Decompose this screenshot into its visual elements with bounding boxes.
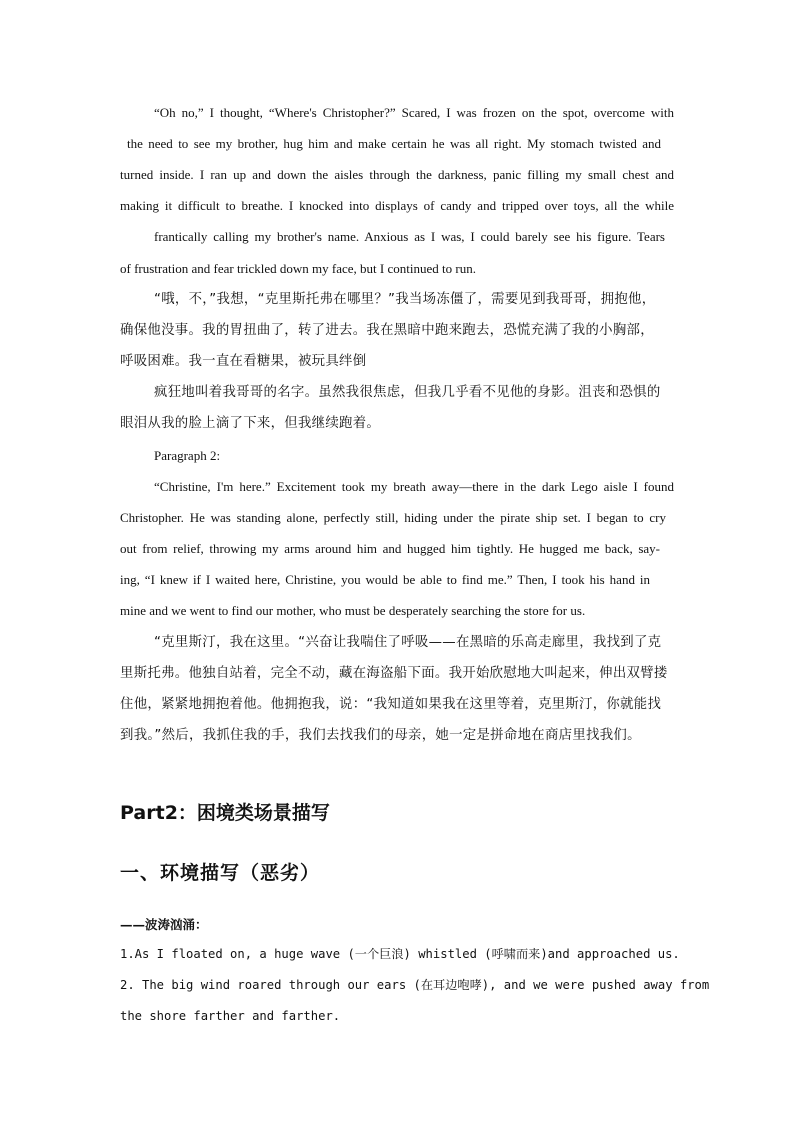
waves-subheading: ——波涛汹涌： [120,917,208,932]
paragraph-2-en-line: ing, “I knew if I waited here, Christine, you would be able to find me.” Then, I took his hand in [120,572,650,587]
paragraph-1-en-line: turned inside. I ran up and down the aisles through the darkness, panic filling my small chest and [120,167,674,182]
paragraph-1-en-line: “Oh no,” I thought, “Where's Christopher?” Scared, I was frozen on the spot, overcome with [154,105,674,120]
paragraph-1-zh-line: “哦，不，”我想，“克里斯托弗在哪里？”我当场冻僵了，需要见到我哥哥，拥抱他， [154,292,656,307]
part2-heading: Part2：困境类场景描写 [120,802,330,824]
paragraph-2-en-line: out from relief, throwing my arms around him and hugged him tightly. He hugged me back, say- [120,541,660,556]
paragraph-2-label: Paragraph 2: [154,448,221,463]
paragraph-2-en-line: mine and we went to find our mother, who must be desperately searching the store for us. [120,603,586,618]
section-1-heading: 一、环境描写（恶劣） [120,862,321,884]
paragraph-1-zh-line: 疯狂地叫着我哥哥的名字。虽然我很焦虑，但我几乎看不见他的身影。沮丧和恐惧的 [154,385,661,400]
paragraph-2-zh-line: 住他，紧紧地拥抱着他。他拥抱我，说：“我知道如果我在这里等着，克里斯汀，你就能找 [120,697,662,712]
paragraph-1-en-line: frantically calling my brother's name. Anxious as I was, I could barely see his figure. Tears [154,229,665,244]
example-line: 2. The big wind roared through our ears (在耳边咆哮), and we were pushed away from [120,978,710,992]
paragraph-2-en-line: “Christine, I'm here.” Excitement took my breath away—there in the dark Lego aisle I found [154,479,674,494]
paragraph-2-zh-line: “克里斯汀，我在这里。“兴奋让我喘住了呼吸——在黑暗的乐高走廊里，我找到了克 [154,635,662,650]
example-line: 1.As I floated on, a huge wave (一个巨浪) whistled (呼啸而来)and approached us. [120,947,680,961]
paragraph-1-zh-line: 确保他没事。我的胃扭曲了，转了进去。我在黑暗中跑来跑去，恐慌充满了我的小胸部， [120,323,654,338]
paragraph-1-zh-line: 眼泪从我的脸上滴了下来，但我继续跑着。 [120,416,381,431]
paragraph-1-en-line: the need to see my brother, hug him and make certain he was all right. My stomach twisted and [127,136,661,151]
paragraph-1-en-line: making it difficult to breathe. I knocked into displays of candy and tripped over toys, all the while [120,198,674,213]
paragraph-2-en-line: Christopher. He was standing alone, perfectly still, hiding under the pirate ship set. I began to cry [120,510,666,525]
example-line: the shore farther and farther. [120,1009,341,1023]
paragraph-2-zh-line: 到我。”然后，我抓住我的手，我们去找我们的母亲，她一定是拼命地在商店里找我们。 [120,728,641,743]
paragraph-1-en-line: of frustration and fear trickled down my face, but I continued to run. [120,261,476,276]
paragraph-2-zh-line: 里斯托弗。他独自站着，完全不动，藏在海盗船下面。我开始欣慰地大叫起来，伸出双臂搂 [120,666,668,681]
paragraph-1-zh-line: 呼吸困难。我一直在看糖果，被玩具绊倒 [120,354,367,369]
